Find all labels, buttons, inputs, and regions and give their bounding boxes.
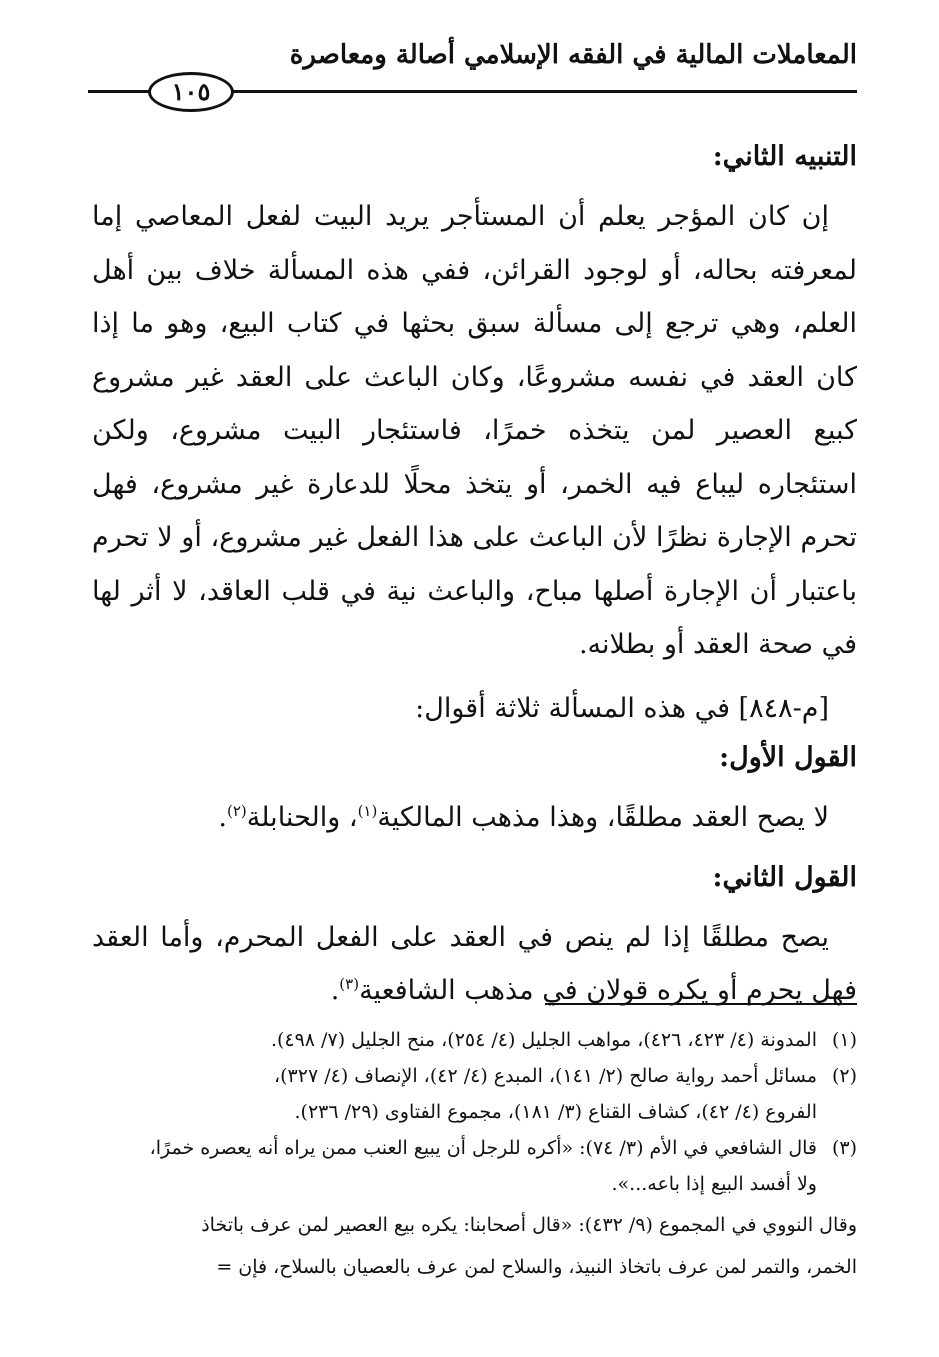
footnote-2-text: مسائل أحمد رواية صالح (٢/ ١٤١)، المبدع (٤/ ٤٢)، الإنصاف (٤/ ٣٢٧)، [273,1065,817,1087]
footnote-2-number: (٢) [831,1065,857,1087]
footnote-ref-2: (٢) [226,802,247,820]
heading-second-notice: التنبيه الثاني: [712,141,857,172]
footnote-separator [545,1003,857,1005]
second-opinion-end: . [330,975,340,1006]
footnote-3 [92,1130,857,1166]
footnote-ref-3: (٣) [339,975,360,993]
first-opinion-text [92,791,857,845]
footnote-1-number: (١) [831,1029,857,1051]
heading-second-opinion: القول الثاني: [712,861,857,893]
footnote-2-continued: الفروع (٤/ ٤٢)، كشاف القناع (٣/ ١٨١)، مجموع الفتاوى (٢٩/ ٢٣٦). [294,1101,817,1123]
footnote-3-text: قال الشافعي في الأم (٣/ ٧٤): «أكره للرجل أن يبيع العنب ممن يراه أنه يعصره خمرًا، [149,1137,817,1159]
second-opinion-body: يصح مطلقًا إذا لم ينص في العقد على الفعل المحرم، وأما العقد فهل يحرم أو يكره قولان في مذهب الشافعية [92,921,857,1006]
first-opinion-end: . [218,802,227,833]
running-header-title: المعاملات المالية في الفقه الإسلامي أصالة ومعاصرة [289,40,857,70]
footnote-3-nawawi: وقال النووي في المجموع (٩/ ٤٣٢): «قال أصحابنا: يكره بيع العصير لمن عرف باتخاذ [201,1214,857,1236]
footnote-3-continued: ولا أفسد البيع إذا باعه...». [611,1173,817,1195]
paragraph-issue: [م-٨٤٨] في هذه المسألة ثلاثة أقوال: [415,692,829,724]
main-text [92,134,857,1018]
first-opinion-mid: ، والحنابلة [246,802,358,833]
footnote-3-nawawi-continued: الخمر، والتمر لمن عرف باتخاذ النبيذ، والسلاح لمن عرف بالعصيان بالسلاح، فإن = [216,1256,857,1278]
footnote-3-number: (٣) [831,1137,857,1159]
footnotes [92,1022,857,1286]
footnote-ref-1: (١) [357,802,378,820]
heading-first-opinion: القول الأول: [719,742,857,773]
paragraph-intro: إن كان المؤجر يعلم أن المستأجر يريد البيت لفعل المعاصي إما لمعرفته بحاله، أو لوجود القرائن، ففي هذه المسألة خلاف بين أهل العلم، وهي ترجع إلى مسألة سبق بحثها في كتاب البيع، وهو ما إذا كان العقد في نفسه مشروعًا، وكان الباعث على العقد غير مشروع كبيع العصير لمن يتخذه خمرًا، فاستئجار البيت مشروع، ولكن استئجاره ليباع فيه الخمر، أو يتخذ محلًا للدعارة غير مشروع، فهل تحرم الإجارة نظرًا لأن الباعث على هذا الفعل غير مشروع، أو لا تحرم باعتبار أن الإجارة أصلها مباح، والباعث نية في قلب العاقد، لا أثر لها في صحة العقد أو بطلانه. [92,201,857,660]
footnote-1 [92,1022,857,1058]
second-opinion-text [92,911,857,1018]
footnote-2 [92,1058,857,1094]
footnote-1-text: المدونة (٤/ ٤٢٣، ٤٢٦)، مواهب الجليل (٤/ ٢٥٤)، منح الجليل (٧/ ٤٩٨). [270,1029,817,1051]
page-number: ١٠٥ [148,72,234,112]
first-opinion-body: لا يصح العقد مطلقًا، وهذا مذهب المالكية [377,802,829,833]
